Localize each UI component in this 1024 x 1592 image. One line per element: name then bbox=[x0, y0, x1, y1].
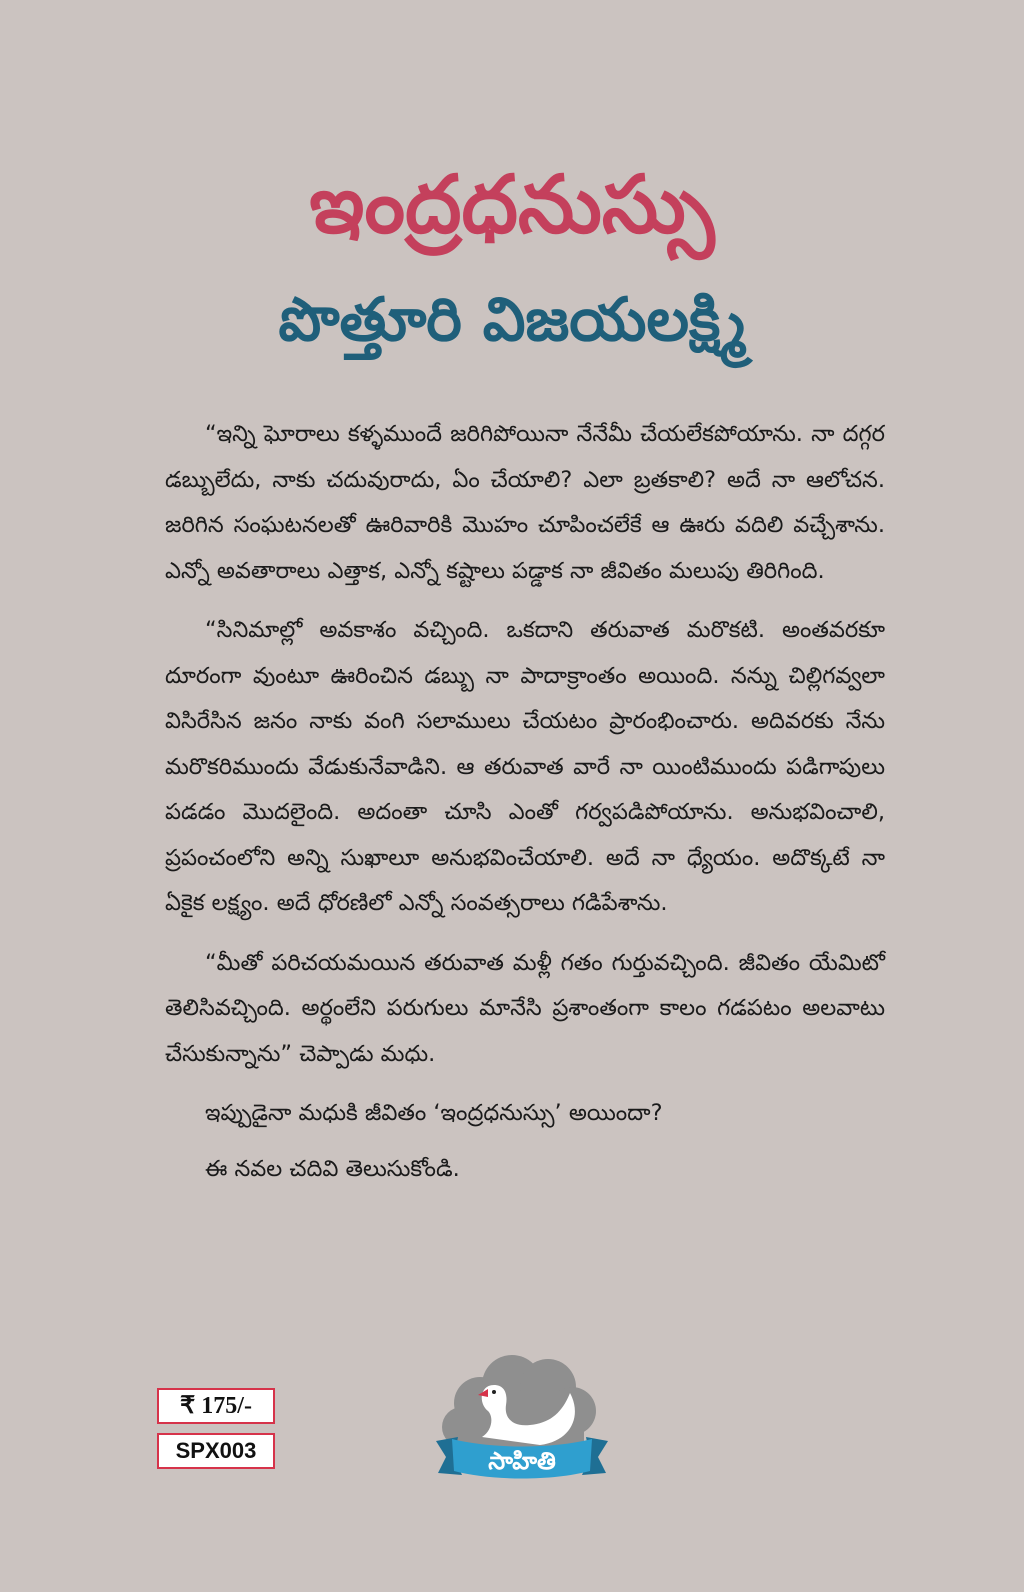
blurb-text bbox=[165, 412, 885, 1202]
author-name: పొత్తూరి విజయలక్ష్మి bbox=[278, 285, 746, 355]
blurb-paragraph: “ఇన్ని ఘోరాలు కళ్ళముందే జరిగిపోయినా నేనేమీ చేయలేకపోయాను. నా దగ్గర డబ్బులేదు, నాకు చదువురాదు, ఏం చేయాలి? ఎలా బ్రతకాలి? అదే నా ఆలోచన. జరిగిన సంఘటనలతో ఊరివారికి మొహం చూపించలేకే ఆ ఊరు వదిలి వచ్చేశాను. ఎన్నో అవతారాలు ఎత్తాక, ఎన్నో కష్టాలు పడ్డాక నా జీవితం మలుపు తిరిగింది. bbox=[165, 421, 885, 584]
swan-icon bbox=[432, 1345, 612, 1495]
blurb-paragraph: “మీతో పరిచయమయిన తరువాత మళ్లీ గతం గుర్తువచ్చింది. జీవితం యేమిటో తెలిసివచ్చింది. అర్థంలేని పరుగులు మానేసి ప్రశాంతంగా కాలం గడపటం అలవాటు చేసుకున్నాను” చెప్పాడు మధు. bbox=[165, 949, 885, 1067]
price-label: ₹ 175/- bbox=[157, 1388, 275, 1424]
book-title: ఇంద్రధనుస్సు bbox=[309, 158, 715, 251]
publisher-name: సాహితి bbox=[488, 1447, 556, 1475]
blurb-paragraph: “సినిమాల్లో అవకాశం వచ్చింది. ఒకదాని తరువాత మరొకటి. అంతవరకూ దూరంగా వుంటూ ఊరించిన డబ్బు నా పాదాక్రాంతం అయింది. నన్ను చిల్లిగవ్వలా విసిరేసిన జనం నాకు వంగి సలాములు చేయటం ప్రారంభించారు. అదివరకు నేను మరొకరిముందు వేడుకునేవాడిని. ఆ తరువాత వారే నా యింటిముందు పడిగాపులు పడడం మొదలైంది. అదంతా చూసి ఎంతో గర్వపడిపోయాను. అనుభవించాలి, ప్రపంచంలోని అన్ని సుఖాలూ అనుభవించేయాలి. అదే నా ధ్యేయం. అదొక్కటే నా ఏకైక లక్ష్యం. అదే ధోరణిలో ఎన్నో సంవత్సరాలు గడిపేశాను. bbox=[165, 617, 885, 916]
book-code-label: SPX003 bbox=[157, 1433, 275, 1469]
blurb-question: ఇప్పుడైనా మధుకి జీవితం ‘ఇంద్రధనుస్సు’ అయిందా? bbox=[205, 1100, 663, 1126]
blurb-closing: ఈ నవల చదివి తెలుసుకోండి. bbox=[205, 1155, 460, 1182]
publisher-logo bbox=[432, 1345, 612, 1495]
